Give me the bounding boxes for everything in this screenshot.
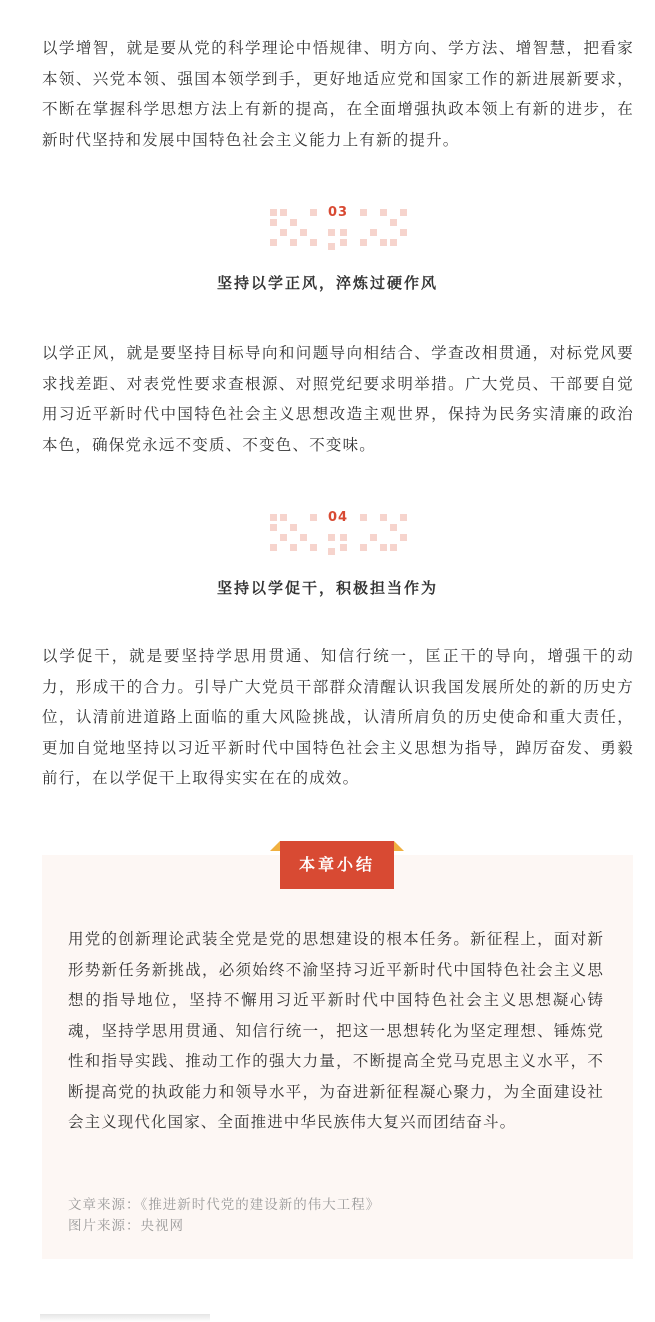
chapter-summary-text: 用党的创新理论武装全党是党的思想建设的根本任务。新征程上，面对新形势新任务新挑战，必须始终不渝坚持习近平新时代中国特色社会主义思想的指导地位，坚持不懈用习近平新时代中国特色社会主义思想凝心铸魂，坚持学思用贯通、知信行统一，把这一思想转化为坚定理想、锤炼党性和指导实践、推动工作的强大力量，不断提高全党马克思主义水平，不断提高党的执政能力和领导水平，为奋进新征程凝心聚力，为全面建设社会主义现代化国家、全面推进中华民族伟大复兴而团结奋斗。 [68, 930, 604, 1131]
tab-ear-left [270, 841, 280, 851]
paragraph-learning-action: 以学促干，就是要坚持学思用贯通、知信行统一，匡正干的导向，增强干的动力，形成干的合力。引导广大党员干部群众清醒认识我国发展所处的新的历史方位，认清前进道路上面临的重大风险挑战，认清所肩负的历史使命和重大责任，更加自觉地坚持以习近平新时代中国特色社会主义思想为指导，踔厉奋发、勇毅前行，在以学促干上取得实实在在的成效。 [42, 647, 634, 787]
section-number-badge [268, 508, 408, 556]
tab-ear-right [394, 841, 404, 851]
article-source: 文章来源：《推进新时代党的建设新的伟大工程》 [68, 1197, 381, 1213]
paragraph-learning-style: 以学正风，就是要坚持目标导向和问题导向相结合、学查改相贯通，对标党风要求找差距、对表党性要求查根源、对照党纪要求明举措。广大党员、干部要自觉用习近平新时代中国特色社会主义思想改造主观世界，保持为民务实清廉的政治本色，确保党永远不变质、不变色、不变味。 [42, 344, 634, 454]
section-title: 坚持以学促干，积极担当作为 [216, 579, 438, 597]
section-number: 03 [327, 205, 349, 220]
section-title: 坚持以学正风，淬炼过硬作风 [216, 274, 438, 292]
section-number: 04 [327, 510, 349, 525]
chapter-summary-tab: 本章小结 [280, 841, 394, 889]
image-source: 图片来源：央视网 [68, 1218, 184, 1234]
paragraph-learning-wisdom: 以学增智，就是要从党的科学理论中悟规律、明方向、学方法、增智慧，把看家本领、兴党本领、强国本领学到手，更好地适应党和国家工作的新进展新要求，不断在掌握科学思想方法上有新的提高，在全面增强执政本领上有新的进步，在新时代坚持和发展中国特色社会主义能力上有新的提升。 [42, 39, 634, 149]
section-number-badge [268, 203, 408, 251]
cut-off-text-fragment [40, 1314, 210, 1322]
